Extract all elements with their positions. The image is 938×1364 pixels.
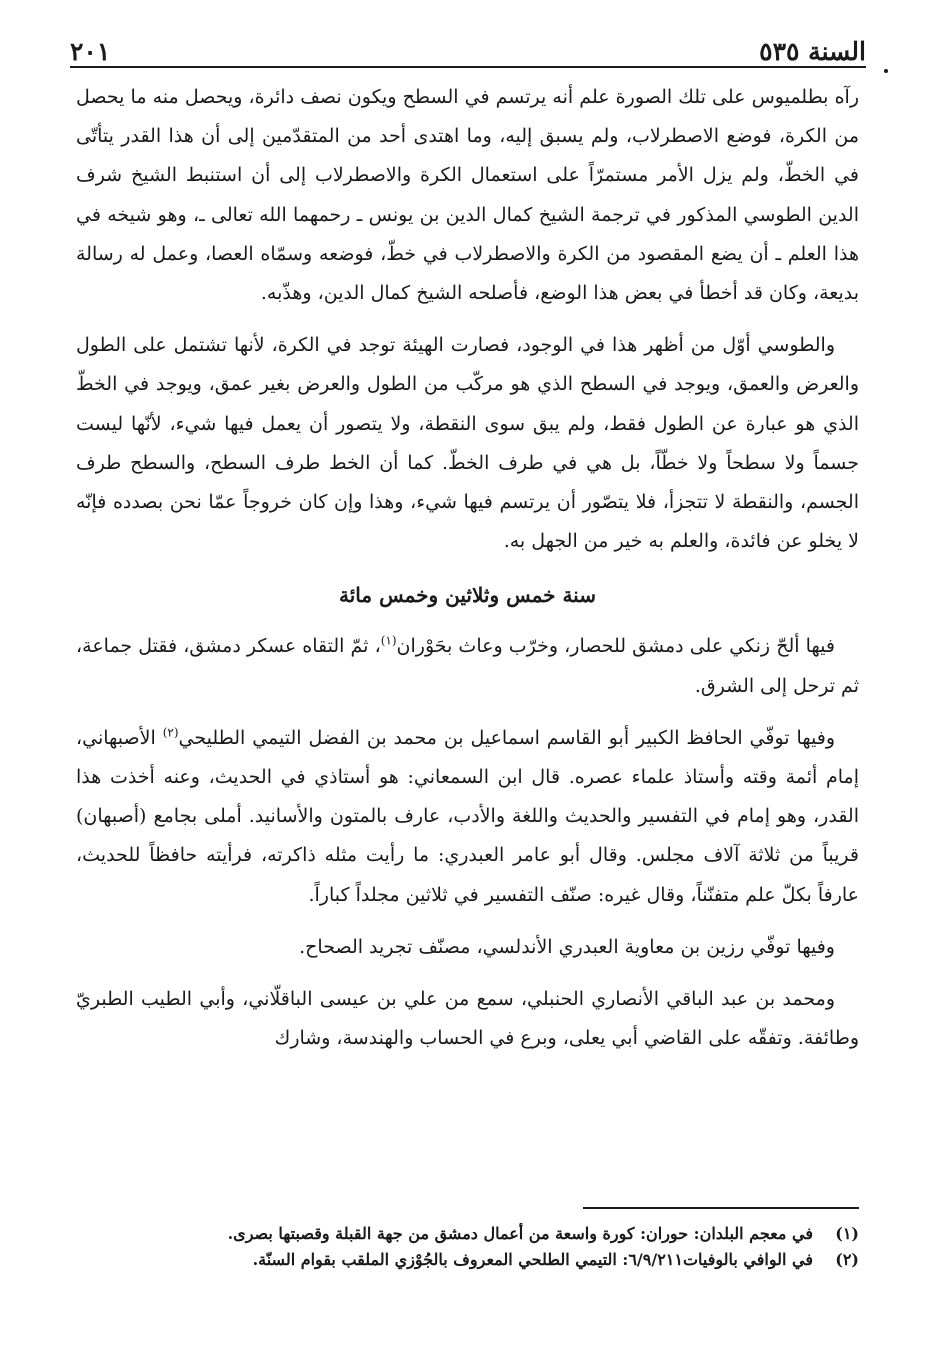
footnotes bbox=[76, 1221, 859, 1273]
paragraph-text: فيها ألحّ زنكي على دمشق للحصار، وخرّب وعاث بحَوْران bbox=[396, 635, 835, 658]
paragraph-text: الأصبهاني، إمام أئمة وقته وأستاذ علماء عصره. قال ابن السمعاني: هو أستاذي في الحديث، وعنه أخذت هذا القدر، وهو إمام في التفسير والحديث واللغة والأدب، عارف بالمتون والأسانيد. أملى بجامع (أصبهان) قريباً من ثلاثة آلاف مجلس. وقال أبو عامر العبدري: ما رأيت مثله ذاكرته، فرأيته حافظاً للحديث، عارفاً بكلّ علم متفنّناً، وقال غيره: صنّف التفسير في ثلاثين مجلداً كباراً. bbox=[76, 726, 859, 906]
paragraph bbox=[76, 627, 859, 705]
header-dot bbox=[884, 69, 888, 73]
footnote-marker: (١) bbox=[380, 634, 397, 649]
paragraph: والطوسي أوّل من أظهر هذا في الوجود، فصارت الهيئة توجد في الكرة، لأنها تشتمل على الطول والعرض والعمق، ويوجد في السطح الذي هو مركّب من الطول والعرض بغير عمق، ويوجد في الخطّ الذي هو عبارة عن الطول فقط، ولم يبق سوى النقطة، ولا يتصور أن يعمل فيها شيء، لأنّها ليست جسماً ولا سطحاً ولا خطّاً، بل هي في طرف الخطّ. كما أن الخط طرف السطح، والسطح طرف الجسم، والنقطة لا تتجزأ، فلا يتصّور أن يرتسم فيها شيء، وهذا وإن كان خروجاً عمّا نحن بصدده فإنّه لا يخلو عن فائدة، والعلم به خير من الجهل به. bbox=[76, 334, 859, 553]
paragraph: وفيها توفّي رزين بن معاوية العبدري الأندلسي، مصنّف تجريد الصحاح. bbox=[299, 935, 835, 958]
page-number: ٢٠١ bbox=[70, 37, 111, 66]
footnote-text: في معجم البلدان: حوران: كورة واسعة من أعمال دمشق من جهة القبلة وقصبتها بصرى. bbox=[227, 1224, 813, 1243]
footnote-number: (١) bbox=[835, 1224, 859, 1243]
running-title: السنة ٥٣٥ bbox=[759, 37, 866, 66]
footnote-rule bbox=[583, 1207, 859, 1209]
paragraph: رآه بطلميوس على تلك الصورة علم أنه يرتسم في السطح ويكون نصف دائرة، ويحصل منه ما يحصل من الكرة، فوضع الاصطرلاب، ولم يسبق إليه، وما اهتدى أحد من المتقدّمين إلى أن هذا القدر يتأتّى في الخطّ، ولم يزل الأمر مستمرّاً على استعمال الكرة والاصطرلاب إلى أن استنبط الشيخ شرف الدين الطوسي المذكور في ترجمة الشيخ كمال الدين بن يونس ـ رحمهما الله تعالى ـ، وهو شيخه في هذا العلم ـ أن يضع المقصود من الكرة والاصطرلاب في خطّ، فوضعه وسمّاه العصا، وعمل له رسالة بديعة، وكان قد أخطأ في بعض هذا الوضع، فأصلحه الشيخ كمال الدين، وهذّبه. bbox=[76, 86, 859, 305]
section-title: سنة خمس وثلاثين وخمس مائة bbox=[339, 583, 596, 608]
footnote-text: في الوافي بالوفيات٦/٩/٢١١: التيمي الطلحي المعروف بالجُوْزي الملقب بقوام السنّة. bbox=[252, 1250, 813, 1269]
footnote-marker: (٢) bbox=[162, 725, 179, 740]
paragraph-text: وفيها توفّي الحافظ الكبير أبو القاسم اسماعيل بن محمد بن الفضل التيمي الطليحي bbox=[178, 726, 835, 749]
page-body bbox=[76, 78, 859, 1058]
page-header bbox=[70, 26, 866, 66]
paragraph: ومحمد بن عبد الباقي الأنصاري الحنبلي، سمع من علي بن عيسى الباقلّاني، وأبي الطيب الطبريّ وطائفة. وتفقّه على القاضي أبي يعلى، وبرع في الحساب والهندسة، وشارك bbox=[76, 988, 859, 1050]
paragraph bbox=[76, 719, 859, 915]
footnote bbox=[76, 1247, 859, 1273]
paragraph-text: ، ثمّ التقاه عسكر دمشق، فقتل جماعة، ثم ترحل إلى الشرق. bbox=[76, 635, 859, 697]
footnote-number: (٢) bbox=[835, 1250, 859, 1269]
footnote bbox=[76, 1221, 859, 1247]
header-rule bbox=[70, 66, 866, 68]
